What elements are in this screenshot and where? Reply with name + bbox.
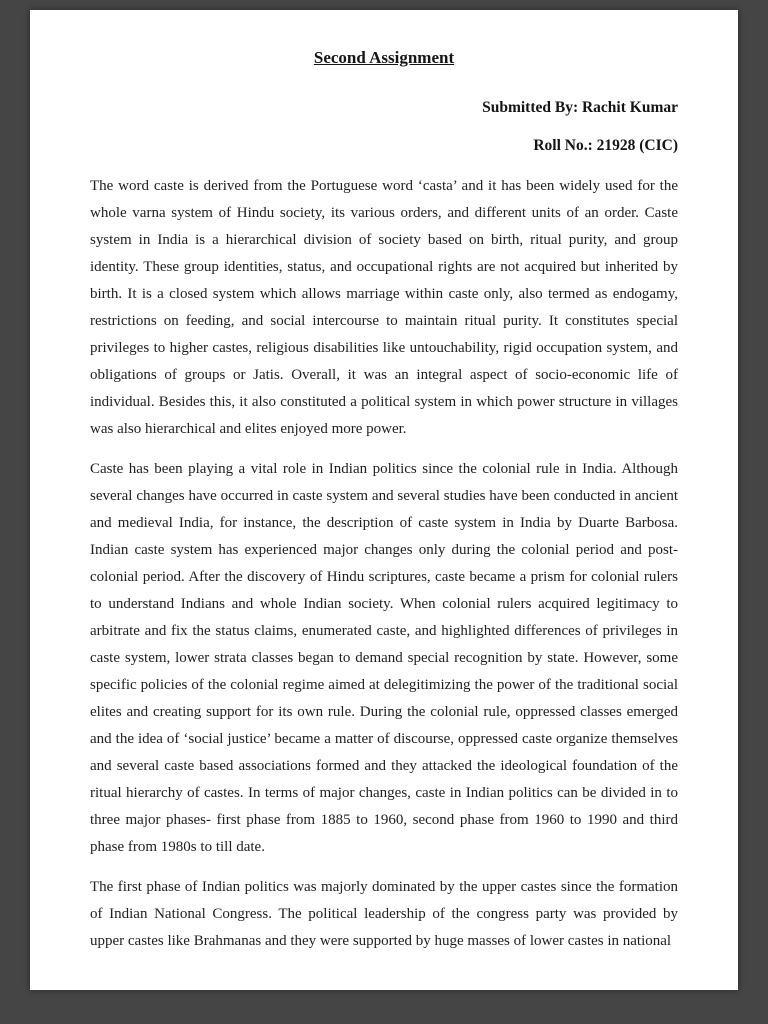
- paragraph-caste-politics: Caste has been playing a vital role in Indian politics since the colonial rule in India. Although several changes have occurred in caste system and several studies have been conducted in ancient and medieval India, for instance, the description of caste system in India by Duarte Barbosa. Indian caste system has experienced major changes only during the colonial period and post-colonial period. After the discovery of Hindu scriptures, caste became a prism for colonial rulers to understand Indians and whole Indian society. When colonial rulers acquired legitimacy to arbitrate and fix the status claims, enumerated caste, and highlighted differences of privileges in caste system, lower strata classes began to demand special recognition by state. However, some specific policies of the colonial regime aimed at delegitimizing the power of the traditional social elites and creating support for its own rule. During the colonial rule, oppressed classes emerged and the idea of ‘social justice’ became a matter of discourse, oppressed caste organize themselves and several caste based associations formed and they attacked the ideological foundation of the ritual hierarchy of castes. In terms of major changes, caste in Indian politics can be divided in to three major phases- first phase from 1885 to 1960, second phase from 1960 to 1990 and third phase from 1980s to till date.: [90, 461, 678, 855]
- submitted-by-line: Submitted By: Rachit Kumar: [482, 99, 678, 116]
- document-title: Second Assignment: [313, 48, 455, 67]
- paragraph-caste-definition: The word caste is derived from the Portuguese word ‘casta’ and it has been widely used for the whole varna system of Hindu society, its various orders, and different units of an order. Caste system in India is a hierarchical division of society based on birth, ritual purity, and group identity. These group identities, status, and occupational rights are not acquired but inherited by birth. It is a closed system which allows marriage within caste only, also termed as endogamy, restrictions on feeding, and social intercourse to maintain ritual purity. It constitutes special privileges to higher castes, religious disabilities like untouchability, rigid occupation system, and obligations of groups or Jatis. Overall, it was an integral aspect of socio-economic life of individual. Besides this, it also constituted a political system in which power structure in villages was also hierarchical and elites enjoyed more power.: [90, 178, 678, 437]
- paragraph-first-phase: The first phase of Indian politics was majorly dominated by the upper castes since the formation of Indian National Congress. The political leadership of the congress party was provided by upper castes like Brahmanas and they were supported by huge masses of lower castes in national: [90, 879, 678, 949]
- roll-no-line: Roll No.: 21928 (CIC): [533, 137, 678, 154]
- document-page: [30, 10, 738, 990]
